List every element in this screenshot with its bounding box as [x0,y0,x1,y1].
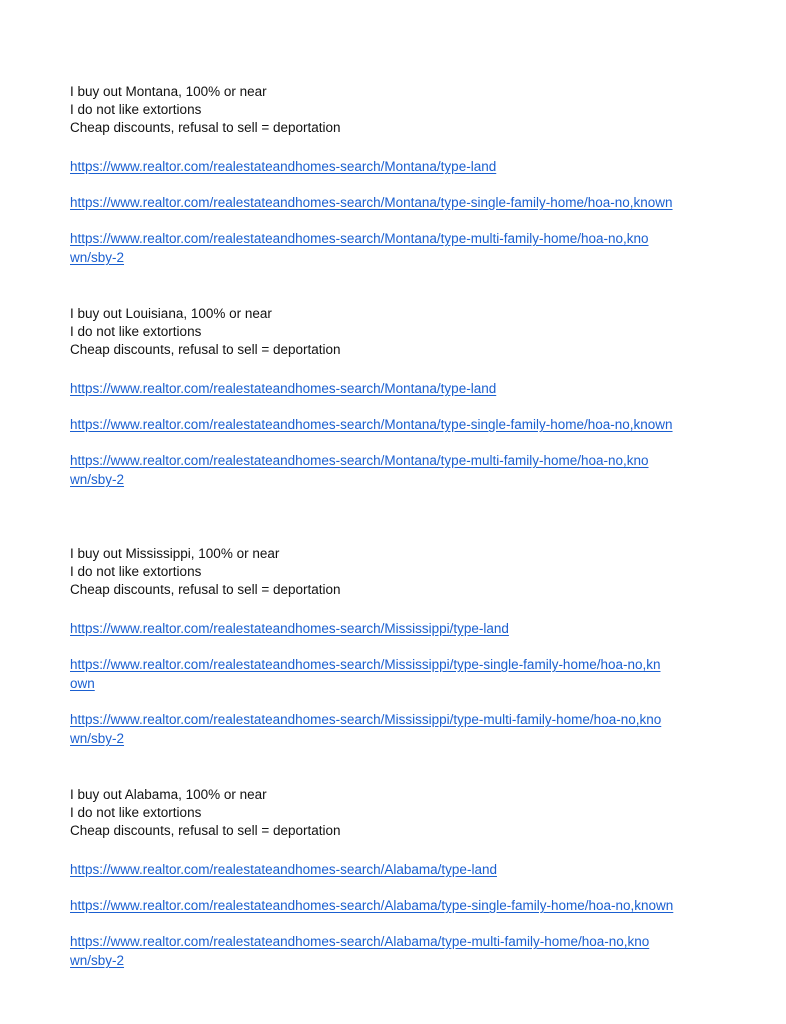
link-alabama-land[interactable]: https://www.realtor.com/realestateandhomes-search/Alabama/type-land [70,862,497,877]
link-mississippi-multi-family[interactable]: https://www.realtor.com/realestateandhomes-search/Mississippi/type-multi-family-home/hoa-no,known/sby-2 [70,712,662,746]
section-line: Cheap discounts, refusal to sell = deportation [70,120,341,135]
section-heading: I buy out Louisiana, 100% or near [70,306,272,321]
section-louisiana [70,305,760,489]
section-line: I do not like extortions [70,805,202,820]
section-heading: I buy out Montana, 100% or near [70,84,267,99]
section-line: I do not like extortions [70,324,202,339]
section-line: Cheap discounts, refusal to sell = deportation [70,823,341,838]
link-alabama-multi-family[interactable]: https://www.realtor.com/realestateandhomes-search/Alabama/type-multi-family-home/hoa-no,known/sby-2 [70,934,650,968]
link-alabama-single-family[interactable]: https://www.realtor.com/realestateandhomes-search/Alabama/type-single-family-home/hoa-no,known [70,898,674,913]
link-louisiana-land[interactable]: https://www.realtor.com/realestateandhomes-search/Montana/type-land [70,381,497,396]
link-montana-land[interactable]: https://www.realtor.com/realestateandhomes-search/Montana/type-land [70,159,497,174]
section-line: I do not like extortions [70,564,202,579]
section-montana [70,83,760,267]
link-mississippi-single-family[interactable]: https://www.realtor.com/realestateandhomes-search/Mississippi/type-single-family-home/hoa-no,known [70,657,661,691]
section-heading: I buy out Alabama, 100% or near [70,787,267,802]
section-mississippi [70,545,760,748]
link-montana-multi-family[interactable]: https://www.realtor.com/realestateandhomes-search/Montana/type-multi-family-home/hoa-no,known/sby-2 [70,231,649,265]
section-line: Cheap discounts, refusal to sell = deportation [70,582,341,597]
section-line: I do not like extortions [70,102,202,117]
link-montana-single-family[interactable]: https://www.realtor.com/realestateandhomes-search/Montana/type-single-family-home/hoa-no,known [70,195,673,210]
section-heading: I buy out Mississippi, 100% or near [70,546,280,561]
link-mississippi-land[interactable]: https://www.realtor.com/realestateandhomes-search/Mississippi/type-land [70,621,509,636]
section-line: Cheap discounts, refusal to sell = deportation [70,342,341,357]
link-louisiana-multi-family[interactable]: https://www.realtor.com/realestateandhomes-search/Montana/type-multi-family-home/hoa-no,known/sby-2 [70,453,649,487]
link-louisiana-single-family[interactable]: https://www.realtor.com/realestateandhomes-search/Montana/type-single-family-home/hoa-no,known [70,417,673,432]
section-alabama [70,786,760,970]
